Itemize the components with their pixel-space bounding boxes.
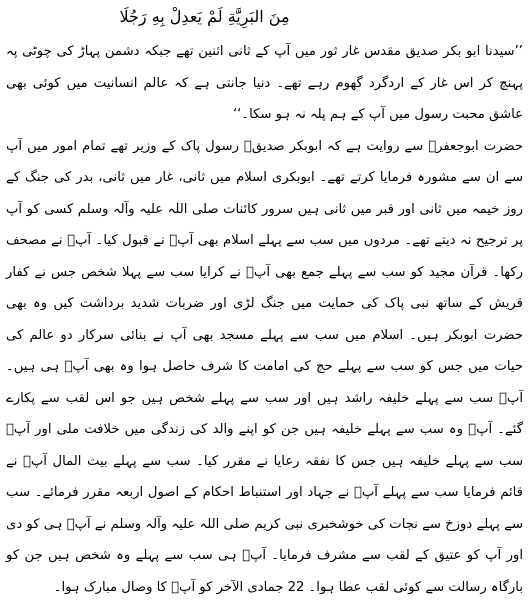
arabic-verse-heading: مِنَ البَرِيَّةِ لَمْ يَعدِلْ بِهِ رَجُلَا (6, 6, 523, 30)
main-paragraph: حضرت ابوجعفرؓ سے روایت ہے کہ ابوبکر صدیقؓ رسول پاک کے وزیر تھے تمام امور میں آپ سے ان سے مشورہ فرمایا کرتے تھے۔ ابوبکری اسلام میں ثانی، غار میں ثانی، بدر کی جنگ کے روز خیمہ میں ثانی اور قبر میں ثانی ہیں سرور کائنات صلی اللہ علیہ وآلہ وسلم کسی کو آپ پر ترجیح نہ دیتے تھے۔ مردوں میں سب سے پہلے اسلام بھی آپؓ نے قبول کیا۔ آپؓ نے مصحف رکھا۔ قرآن مجید کو سب سے پہلے جمع بھی آپؓ نے کرایا سب سے پہلا شخص جس نے کفار قریش کے ساتھ نبی پاک کی حمایت میں جنگ لڑی اور ضربات شدید برداشت کیں وہ بھی حضرت ابوبکر ہیں۔ اسلام میں سب سے پہلے مسجد بھی آپ نے بنائی سرکار دو عالم کی حیات میں جس کو سب سے پہلے حج کی امامت کا شرف حاصل ہوا وہ بھی آپؓ ہی ہیں۔ آپؓ سب سے پہلے خلیفہ راشد ہیں اور سب سے پہلے شخص ہیں جو اس لقب سے پکارے گئے۔ آپؓ وہ سب سے پہلے خلیفہ ہیں جن کو اپنے والد کی زندگی میں خلافت ملی اور آپؓ سب سے پہلے خلیفہ ہیں جس کا نفقہ رعایا نے مقرر کیا۔ سب سے پہلے بیت المال آپؓ نے قائم فرمایا سب سے پہلے آپؓ نے جہاد اور استنباط احکام کے اصول اربعہ مقرر فرمائے۔ سب سے پہلے دوزخ سے نجات کی خوشخبری نبی کریم صلی اللہ علیہ وآلہ وسلم نے آپؓ ہی کو دی اور آپ کو عتیق کے لقب سے مشرف فرمایا۔ آپؓ ہی سب سے پہلے وہ شخص ہیں جن کو بارگاہ رسالت سے کوئی لقب عطا ہوا۔ 22 جمادی الآخر کو آپؓ کا وصال مبارک ہوا۔ (6, 131, 523, 603)
quote-paragraph: ’’سیدنا ابو بکر صدیق مقدس غار ثور میں آپ کے ثانی اثنین تھے جبکہ دشمن پہاڑ کی چوٹی پہ پہنچ کر اس غار کے اردگرد گھوم رہے تھے۔ دنیا جانتی ہے کہ عالم انسانیت میں کوئی بھی عاشق محبت رسول میں آپ کے ہم پلہ نہ ہو سکا۔‘‘ (6, 36, 523, 131)
article-body (6, 36, 523, 603)
